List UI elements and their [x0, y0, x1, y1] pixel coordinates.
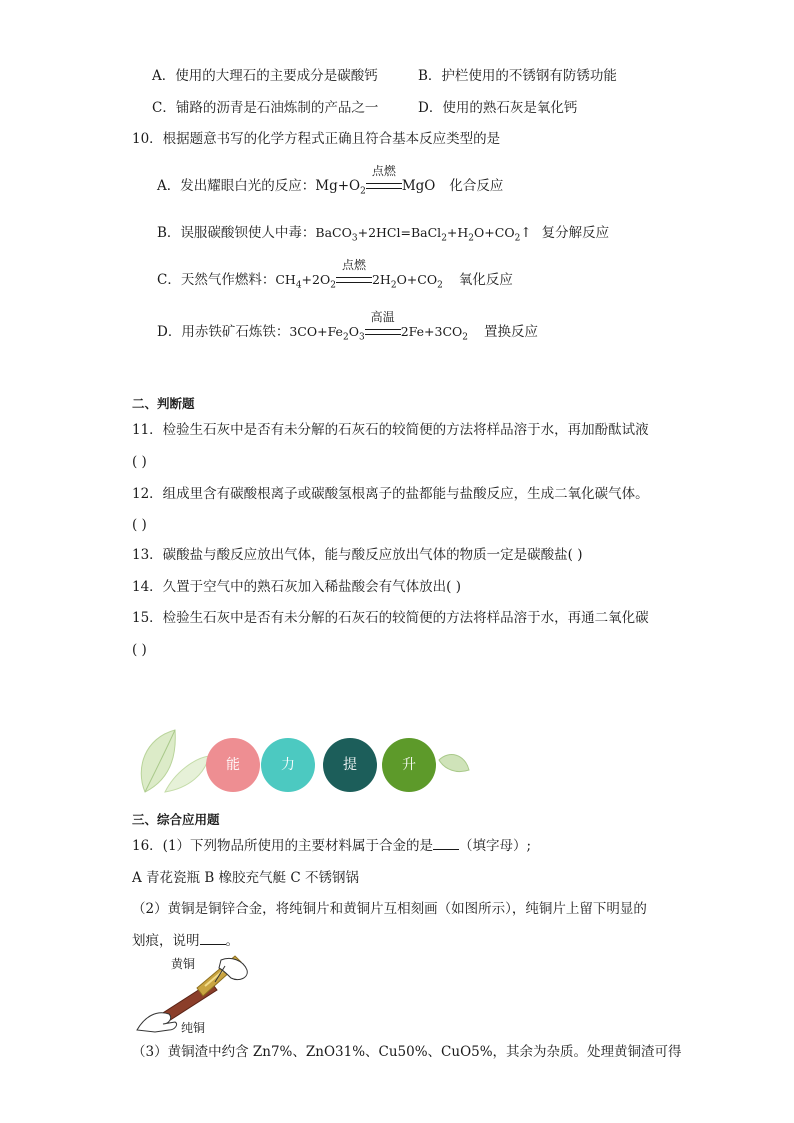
q10-option-c [157, 258, 513, 291]
q10-b-sub3: 2 [468, 233, 475, 244]
q10-b-sub4: 2 [514, 233, 521, 244]
label-brass: 黄铜 [171, 957, 196, 971]
leaf-decoration-icon [135, 728, 215, 794]
q10-a-sub1: 2 [360, 186, 366, 197]
q10-d-eq3: 2Fe+3CO [400, 324, 463, 339]
q9-option-a: A．使用的大理石的主要成分是碳酸钙 [152, 68, 378, 84]
q10-d-prefix: D．用赤铁矿石炼铁： [157, 324, 290, 340]
q10-a-type: 化合反应 [449, 178, 504, 194]
section-3-title: 三、综合应用题 [132, 812, 220, 827]
q13-text: 13．碳酸盐与酸反应放出气体，能与酸反应放出气体的物质一定是碳酸盐( ) [132, 547, 583, 563]
section-2-title: 二、判断题 [132, 396, 195, 411]
q10-b-type: 复分解反应 [541, 225, 610, 241]
q10-a-condition [366, 164, 402, 195]
q10-d-type: 置换反应 [484, 324, 539, 340]
q10-d-sub3: 2 [462, 332, 469, 343]
q10-c-sub1: 4 [295, 280, 302, 291]
q9-option-b: B．护栏使用的不锈钢有防锈功能 [418, 68, 617, 84]
q10-c-type: 氧化反应 [458, 272, 513, 288]
q10-b-sub1: 3 [351, 233, 358, 244]
q10-b-eq1: BaCO [315, 225, 352, 240]
q10-c-prefix: C．天然气作燃料： [157, 272, 276, 288]
banner-circle-1: 能 [206, 738, 260, 792]
q16-options: A 青花瓷瓶 B 橡胶充气艇 C 不锈钢锅 [132, 870, 359, 886]
q10-c-sub2: 2 [330, 280, 336, 291]
q11-answer-paren: ( ) [132, 454, 147, 470]
q10-c-double-line [336, 277, 372, 283]
q15-answer-paren: ( ) [132, 642, 147, 658]
q10-d-eq1: 3CO+Fe [289, 324, 343, 339]
q10-option-a [157, 164, 504, 197]
q10-d-sub2: 3 [358, 332, 365, 343]
q9-option-c: C．铺路的沥青是石油炼制的产品之一 [152, 100, 379, 116]
q10-c-eq2: +2O [301, 272, 331, 287]
banner-circle-3: 提 [323, 738, 377, 792]
q10-b-eq4: O+CO [474, 225, 515, 240]
q14-text: 14．久置于空气中的熟石灰加入稀盐酸会有气体放出( ) [132, 579, 462, 595]
banner-circle-4: 升 [382, 738, 436, 792]
q10-c-sub3: 2 [390, 280, 397, 291]
q10-a-product: MgO [401, 178, 436, 194]
q10-b-eq3: +H [446, 225, 469, 240]
q10-d-condition-text: 高温 [370, 310, 395, 324]
q16-part2-line2 [132, 932, 239, 950]
q16-part3-line1: （3）黄铜渣中约含 Zn7%、ZnO31%、Cu50%、CuO5%，其余为杂质。处理黄铜渣可得 [132, 1044, 682, 1060]
q16-part1-blank[interactable] [433, 837, 459, 850]
q12-text: 12．组成里含有碳酸根离子或碳酸氢根离子的盐都能与盐酸反应，生成二氧化碳气体。 [132, 486, 649, 502]
q10-c-condition-text: 点燃 [341, 258, 366, 272]
q10-a-double-line [366, 183, 402, 189]
q16-part2-end: 。 [225, 933, 239, 949]
q10-option-b [157, 224, 609, 242]
q9-option-d: D．使用的熟石灰是氧化钙 [418, 100, 578, 116]
q10-c-eq4: O+CO [396, 272, 438, 287]
q10-d-eq2: O [348, 324, 359, 339]
q16-part2-line1: （2）黄铜是铜锌合金，将纯铜片和黄铜片互相刻画（如图所示），纯铜片上留下明显的 [132, 901, 647, 917]
q15-text: 15．检验生石灰中是否有未分解的石灰石的较简便的方法将样品溶于水，再通二氧化碳 [132, 610, 649, 626]
q12-answer-paren: ( ) [132, 517, 147, 533]
q16-part1-hint: （填字母）; [459, 838, 532, 854]
q10-a-condition-text: 点燃 [371, 164, 396, 178]
q10-a-prefix: A．发出耀眼白光的反应：Mg+O [157, 178, 361, 194]
label-pure-copper: 纯铜 [181, 1021, 206, 1035]
q10-d-double-line [365, 329, 401, 335]
q16-part1 [132, 837, 531, 855]
q10-c-eq1: CH [275, 272, 296, 287]
q11-text: 11．检验生石灰中是否有未分解的石灰石的较简便的方法将样品溶于水，再加酚酞试液 [132, 422, 649, 438]
small-leaf-icon [437, 750, 471, 780]
q10-d-condition [365, 310, 401, 341]
q10-d-sub1: 2 [342, 332, 349, 343]
q10-b-prefix: B．误服碳酸钡使人中毒： [157, 225, 316, 241]
q10-stem: 10．根据题意书写的化学方程式正确且符合基本反应类型的是 [132, 131, 501, 147]
q10-b-sub2: 2 [441, 233, 447, 244]
q10-c-condition [336, 258, 372, 289]
q10-c-sub4: 2 [437, 280, 443, 291]
q10-b-arrow: ↑ [520, 225, 532, 241]
q10-option-d [157, 310, 539, 343]
q16-part1-text: 16．(1）下列物品所使用的主要材料属于合金的是 [132, 838, 434, 854]
q10-c-eq3: 2H [371, 272, 391, 287]
ability-banner [135, 728, 475, 794]
q16-part2-blank[interactable] [200, 932, 226, 945]
q10-b-eq2: +2HCl=BaCl [357, 225, 442, 240]
banner-circle-2: 力 [261, 738, 315, 792]
brass-copper-figure [135, 952, 255, 1037]
q16-part2-text: 划痕，说明 [132, 933, 200, 949]
